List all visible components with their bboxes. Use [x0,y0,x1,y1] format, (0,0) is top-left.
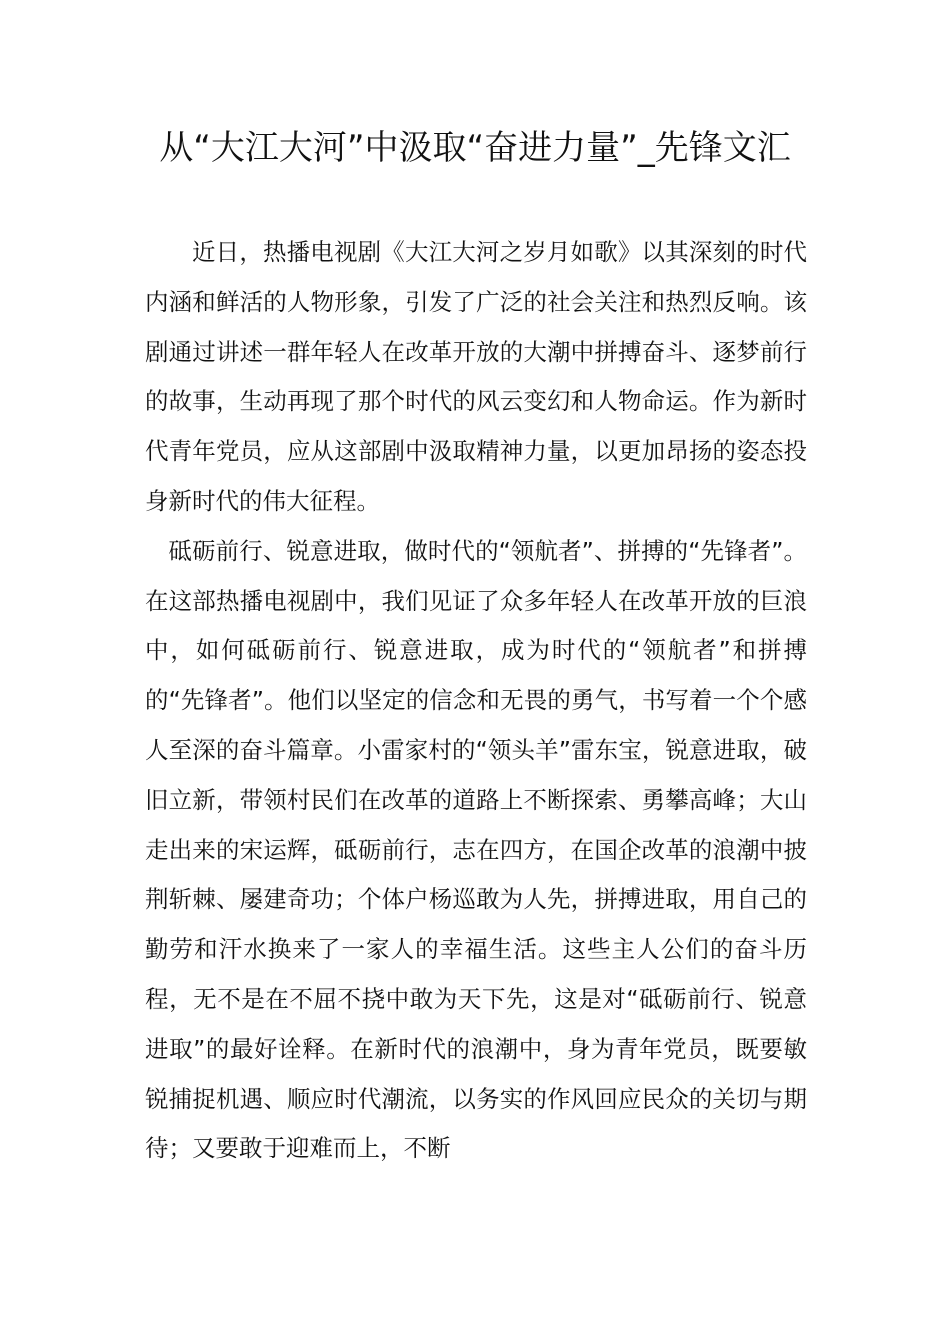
paragraph-forge-ahead: 砥砺前行、锐意进取，做时代的“领航者”、拼搏的“先锋者”。在这部热播电视剧中，我们见证了众多年轻人在改革开放的巨浪中，如何砥砺前行、锐意进取，成为时代的“领航者”和拼搏的“先锋者”。他们以坚定的信念和无畏的勇气，书写着一个个感人至深的奋斗篇章。小雷家村的“领头羊”雷东宝，锐意进取，破旧立新，带领村民们在改革的道路上不断探索、勇攀高峰；大山走出来的宋运辉，砥砺前行，志在四方，在国企改革的浪潮中披荆斩棘、屡建奇功；个体户杨巡敢为人先，拼搏进取，用自己的勤劳和汗水换来了一家人的幸福生活。这些主人公们的奋斗历程，无不是在不屈不挠中敢为天下先，这是对“砥砺前行、锐意进取”的最好诠释。在新时代的浪潮中，身为青年党员，既要敏锐捕捉机遇、顺应时代潮流，以务实的作风回应民众的关切与期待；又要敢于迎难而上，不断 [145,536,807,1163]
article-body [145,228,807,1174]
page-title: 从“大江大河”中汲取“奋进力量”_先锋文汇 [159,128,791,168]
paragraph-intro: 近日，热播电视剧《大江大河之岁月如歌》以其深刻的时代内涵和鲜活的人物形象，引发了广泛的社会关注和热烈反响。该剧通过讲述一群年轻人在改革开放的大潮中拼搏奋斗、逐梦前行的故事，生动再现了那个时代的风云变幻和人物命运。作为新时代青年党员，应从这部剧中汲取精神力量，以更加昂扬的姿态投身新时代的伟大征程。 [145,238,807,515]
